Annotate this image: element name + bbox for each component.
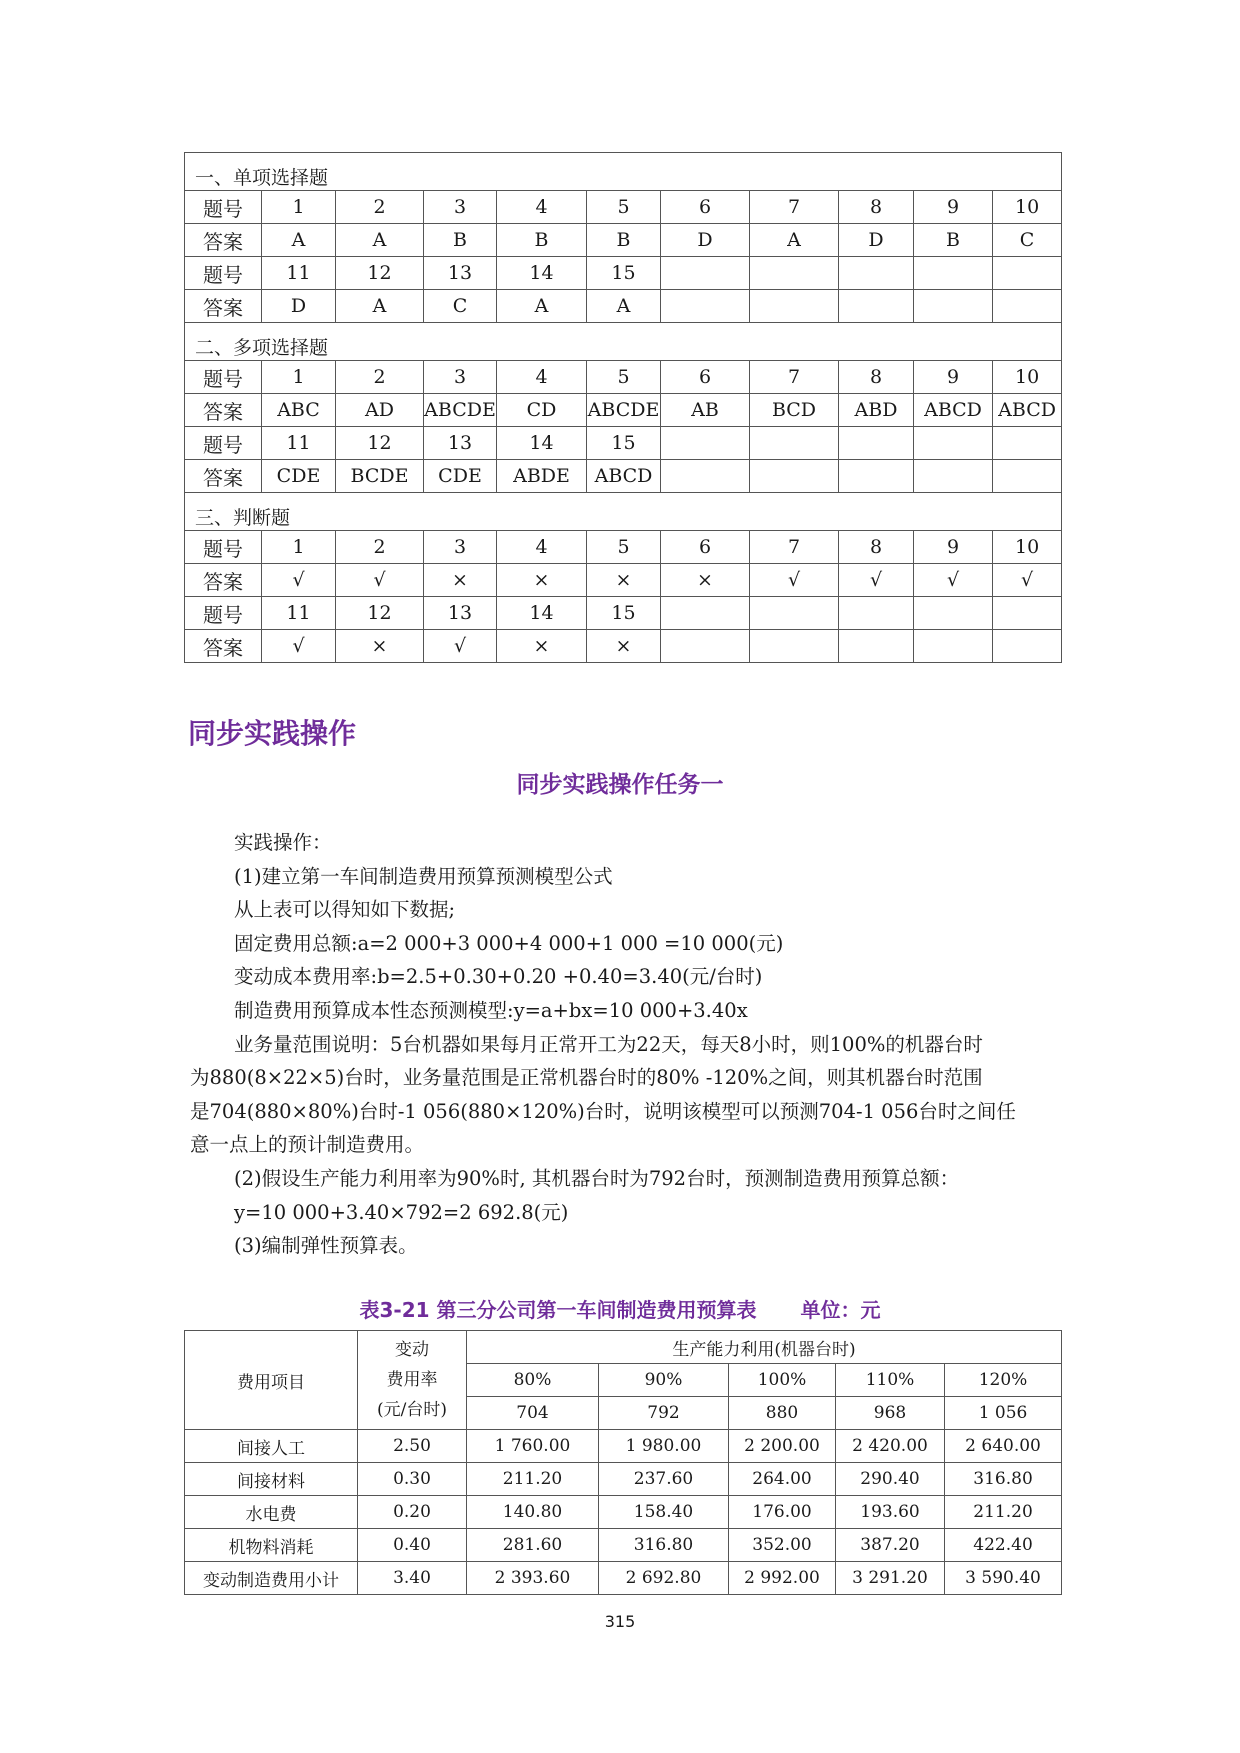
answer-cell: BCDE xyxy=(336,460,424,493)
value-cell: 387.20 xyxy=(836,1529,945,1562)
section-heading: 同步实践操作 xyxy=(188,717,357,750)
question-number: 3 xyxy=(424,191,497,224)
rate-cell: 0.30 xyxy=(358,1463,467,1496)
answer-cell: ABDE xyxy=(497,460,587,493)
row-label: 题号 xyxy=(185,361,262,394)
table-caption xyxy=(0,1294,1240,1323)
question-number: 1 xyxy=(262,191,336,224)
question-number: 6 xyxy=(661,531,750,564)
number-row xyxy=(185,361,1062,394)
answer-cell: A xyxy=(262,224,336,257)
question-number: 13 xyxy=(424,597,497,630)
answer-cell: B xyxy=(497,224,587,257)
row-label: 题号 xyxy=(185,427,262,460)
practice-text xyxy=(190,826,1070,1263)
answer-cell: √ xyxy=(262,630,336,663)
row-label: 答案 xyxy=(185,394,262,427)
table-row xyxy=(185,1496,1062,1529)
question-number: 7 xyxy=(750,531,839,564)
section-title: 二、多项选择题 xyxy=(185,323,1062,361)
text-line: y=10 000+3.40×792=2 692.8(元) xyxy=(234,1200,569,1224)
row-label: 答案 xyxy=(185,224,262,257)
answer-cell: A xyxy=(587,290,661,323)
text-line: 从上表可以得知如下数据; xyxy=(234,898,456,922)
header-item: 费用项目 xyxy=(185,1331,358,1430)
answer-cell xyxy=(914,630,993,663)
percent-cell: 110% xyxy=(836,1364,945,1397)
question-number xyxy=(661,257,750,290)
question-number: 13 xyxy=(424,257,497,290)
text-line: 实践操作： xyxy=(234,831,332,854)
question-number xyxy=(839,257,914,290)
hours-cell: 704 xyxy=(467,1397,599,1430)
value-cell: 158.40 xyxy=(599,1496,729,1529)
question-number xyxy=(839,427,914,460)
rate-cell: 3.40 xyxy=(358,1562,467,1595)
question-number xyxy=(839,597,914,630)
text-line: 意一点上的预计制造费用。 xyxy=(190,1133,425,1157)
question-number: 15 xyxy=(587,427,661,460)
hours-cell: 1 056 xyxy=(945,1397,1062,1430)
hours-cell: 968 xyxy=(836,1397,945,1430)
task-heading: 同步实践操作任务一 xyxy=(516,772,724,798)
table-row xyxy=(185,1562,1062,1595)
answer-cell: A xyxy=(336,290,424,323)
value-cell: 352.00 xyxy=(729,1529,836,1562)
expense-item: 间接材料 xyxy=(185,1463,358,1496)
table-row xyxy=(185,1430,1062,1463)
value-cell: 3 291.20 xyxy=(836,1562,945,1595)
question-number: 6 xyxy=(661,361,750,394)
question-number xyxy=(993,427,1062,460)
answer-cell: × xyxy=(497,564,587,597)
question-number: 7 xyxy=(750,361,839,394)
number-row xyxy=(185,427,1062,460)
header-row xyxy=(185,1331,1062,1364)
question-number xyxy=(993,257,1062,290)
answer-cell: D xyxy=(839,224,914,257)
answer-cell: BCD xyxy=(750,394,839,427)
question-number: 12 xyxy=(336,597,424,630)
answer-cell: CDE xyxy=(424,460,497,493)
answer-cell: D xyxy=(661,224,750,257)
answer-cell: √ xyxy=(262,564,336,597)
row-label: 答案 xyxy=(185,630,262,663)
answer-cell: D xyxy=(262,290,336,323)
page-number: 315 xyxy=(604,1612,636,1631)
answer-cell: A xyxy=(497,290,587,323)
section-title: 三、判断题 xyxy=(185,493,1062,531)
percent-cell: 80% xyxy=(467,1364,599,1397)
text-line: 制造费用预算成本性态预测模型:y=a+bx=10 000+3.40x xyxy=(234,998,748,1022)
value-cell: 281.60 xyxy=(467,1529,599,1562)
header-rate-line: 变动 xyxy=(395,1340,429,1360)
answer-cell: √ xyxy=(839,564,914,597)
expense-item: 机物料消耗 xyxy=(185,1529,358,1562)
table-unit: 单位：元 xyxy=(800,1298,881,1322)
question-number: 12 xyxy=(336,427,424,460)
percent-cell: 120% xyxy=(945,1364,1062,1397)
header-rate-line: 费用率 xyxy=(386,1370,438,1390)
question-number: 3 xyxy=(424,361,497,394)
value-cell: 316.80 xyxy=(945,1463,1062,1496)
answer-key-table xyxy=(184,152,1062,663)
answer-cell: √ xyxy=(750,564,839,597)
question-number: 5 xyxy=(587,531,661,564)
header-rate-line: (元/台时) xyxy=(377,1400,447,1420)
value-cell: 2 640.00 xyxy=(945,1430,1062,1463)
section-row xyxy=(185,493,1062,531)
question-number: 10 xyxy=(993,361,1062,394)
question-number: 4 xyxy=(497,191,587,224)
question-number: 10 xyxy=(993,531,1062,564)
question-number: 4 xyxy=(497,531,587,564)
question-number: 11 xyxy=(262,597,336,630)
value-cell: 264.00 xyxy=(729,1463,836,1496)
value-cell: 1 760.00 xyxy=(467,1430,599,1463)
answer-cell: × xyxy=(497,630,587,663)
expense-item: 水电费 xyxy=(185,1496,358,1529)
answer-cell: A xyxy=(750,224,839,257)
answer-cell: √ xyxy=(336,564,424,597)
question-number: 10 xyxy=(993,191,1062,224)
answer-cell: × xyxy=(424,564,497,597)
answer-cell: ABCD xyxy=(993,394,1062,427)
answer-cell: ABCD xyxy=(914,394,993,427)
question-number xyxy=(661,597,750,630)
question-number: 13 xyxy=(424,427,497,460)
table-title: 表3-21 第三分公司第一车间制造费用预算表 xyxy=(359,1298,757,1322)
question-number xyxy=(750,257,839,290)
text-line: 固定费用总额:a=2 000+3 000+4 000+1 000 =10 000(元) xyxy=(234,931,784,955)
answer-cell xyxy=(750,290,839,323)
answer-row xyxy=(185,290,1062,323)
value-cell: 3 590.40 xyxy=(945,1562,1062,1595)
question-number: 12 xyxy=(336,257,424,290)
question-number: 9 xyxy=(914,531,993,564)
text-line: 是704(880×80%)台时-1 056(880×120%)台时，说明该模型可以预测704-1 056台时之间任 xyxy=(190,1099,1016,1123)
question-number xyxy=(993,597,1062,630)
answer-row xyxy=(185,630,1062,663)
answer-cell: CD xyxy=(497,394,587,427)
question-number: 8 xyxy=(839,191,914,224)
question-number: 8 xyxy=(839,531,914,564)
number-row xyxy=(185,531,1062,564)
value-cell: 422.40 xyxy=(945,1529,1062,1562)
question-number: 15 xyxy=(587,597,661,630)
budget-table xyxy=(184,1330,1062,1595)
answer-cell xyxy=(661,460,750,493)
answer-cell xyxy=(839,630,914,663)
number-row xyxy=(185,257,1062,290)
answer-cell xyxy=(661,290,750,323)
section-title: 一、单项选择题 xyxy=(185,153,1062,191)
answer-cell xyxy=(839,460,914,493)
question-number: 8 xyxy=(839,361,914,394)
answer-cell: √ xyxy=(914,564,993,597)
answer-row xyxy=(185,460,1062,493)
question-number xyxy=(914,257,993,290)
answer-cell: √ xyxy=(993,564,1062,597)
answer-cell xyxy=(993,290,1062,323)
question-number: 5 xyxy=(587,191,661,224)
row-label: 题号 xyxy=(185,191,262,224)
question-number: 4 xyxy=(497,361,587,394)
value-cell: 140.80 xyxy=(467,1496,599,1529)
number-row xyxy=(185,597,1062,630)
text-line: (1)建立第一车间制造费用预算预测模型公式 xyxy=(234,864,613,888)
value-cell: 193.60 xyxy=(836,1496,945,1529)
hours-cell: 792 xyxy=(599,1397,729,1430)
answer-row xyxy=(185,394,1062,427)
section-row xyxy=(185,323,1062,361)
row-label: 题号 xyxy=(185,531,262,564)
value-cell: 2 992.00 xyxy=(729,1562,836,1595)
header-capacity: 生产能力利用(机器台时) xyxy=(467,1331,1062,1364)
answer-cell: × xyxy=(587,564,661,597)
header-rate xyxy=(358,1331,467,1430)
value-cell: 316.80 xyxy=(599,1529,729,1562)
percent-cell: 100% xyxy=(729,1364,836,1397)
answer-cell xyxy=(750,460,839,493)
answer-cell xyxy=(914,460,993,493)
answer-cell xyxy=(839,290,914,323)
question-number xyxy=(750,427,839,460)
answer-cell xyxy=(993,460,1062,493)
value-cell: 2 200.00 xyxy=(729,1430,836,1463)
answer-cell: ABCD xyxy=(587,460,661,493)
question-number: 11 xyxy=(262,427,336,460)
question-number xyxy=(750,597,839,630)
text-line: (3)编制弹性预算表。 xyxy=(234,1234,418,1258)
question-number: 1 xyxy=(262,531,336,564)
question-number: 14 xyxy=(497,597,587,630)
answer-cell: B xyxy=(914,224,993,257)
rate-cell: 2.50 xyxy=(358,1430,467,1463)
answer-cell xyxy=(914,290,993,323)
value-cell: 290.40 xyxy=(836,1463,945,1496)
value-cell: 211.20 xyxy=(467,1463,599,1496)
answer-cell: B xyxy=(424,224,497,257)
answer-cell: A xyxy=(336,224,424,257)
expense-item: 变动制造费用小计 xyxy=(185,1562,358,1595)
value-cell: 2 393.60 xyxy=(467,1562,599,1595)
question-number xyxy=(914,597,993,630)
number-row xyxy=(185,191,1062,224)
question-number: 1 xyxy=(262,361,336,394)
question-number: 11 xyxy=(262,257,336,290)
row-label: 答案 xyxy=(185,564,262,597)
question-number: 14 xyxy=(497,257,587,290)
table-row xyxy=(185,1463,1062,1496)
answer-cell: ABC xyxy=(262,394,336,427)
answer-cell: × xyxy=(336,630,424,663)
answer-cell: AD xyxy=(336,394,424,427)
value-cell: 2 692.80 xyxy=(599,1562,729,1595)
answer-cell: B xyxy=(587,224,661,257)
question-number: 2 xyxy=(336,361,424,394)
question-number: 9 xyxy=(914,191,993,224)
value-cell: 1 980.00 xyxy=(599,1430,729,1463)
question-number: 9 xyxy=(914,361,993,394)
row-label: 题号 xyxy=(185,257,262,290)
value-cell: 237.60 xyxy=(599,1463,729,1496)
answer-cell: ABCDE xyxy=(587,394,661,427)
question-number: 2 xyxy=(336,531,424,564)
answer-cell: C xyxy=(424,290,497,323)
rate-cell: 0.40 xyxy=(358,1529,467,1562)
answer-cell: AB xyxy=(661,394,750,427)
answer-cell: CDE xyxy=(262,460,336,493)
rate-cell: 0.20 xyxy=(358,1496,467,1529)
answer-cell: × xyxy=(587,630,661,663)
answer-cell xyxy=(661,630,750,663)
text-line: 业务量范围说明：5台机器如果每月正常开工为22天，每天8小时，则100%的机器台时 xyxy=(234,1032,983,1056)
answer-row xyxy=(185,564,1062,597)
value-cell: 211.20 xyxy=(945,1496,1062,1529)
value-cell: 2 420.00 xyxy=(836,1430,945,1463)
question-number: 2 xyxy=(336,191,424,224)
answer-cell: × xyxy=(661,564,750,597)
question-number: 15 xyxy=(587,257,661,290)
percent-cell: 90% xyxy=(599,1364,729,1397)
answer-row xyxy=(185,224,1062,257)
hours-cell: 880 xyxy=(729,1397,836,1430)
answer-cell xyxy=(750,630,839,663)
answer-cell: ABD xyxy=(839,394,914,427)
text-line: 变动成本费用率:b=2.5+0.30+0.20 +0.40=3.40(元/台时) xyxy=(234,965,763,989)
answer-cell: ABCDE xyxy=(424,394,497,427)
section-row xyxy=(185,153,1062,191)
table-row xyxy=(185,1529,1062,1562)
text-line: 为880(8×22×5)台时，业务量范围是正常机器台时的80% -120%之间，则其机器台时范围 xyxy=(190,1066,983,1090)
question-number: 7 xyxy=(750,191,839,224)
question-number xyxy=(661,427,750,460)
row-label: 答案 xyxy=(185,460,262,493)
row-label: 答案 xyxy=(185,290,262,323)
question-number: 5 xyxy=(587,361,661,394)
answer-cell xyxy=(993,630,1062,663)
question-number: 6 xyxy=(661,191,750,224)
question-number: 14 xyxy=(497,427,587,460)
text-line: (2)假设生产能力利用率为90%时, 其机器台时为792台时，预测制造费用预算总额： xyxy=(234,1166,960,1190)
value-cell: 176.00 xyxy=(729,1496,836,1529)
answer-cell: √ xyxy=(424,630,497,663)
question-number xyxy=(914,427,993,460)
answer-cell: C xyxy=(993,224,1062,257)
expense-item: 间接人工 xyxy=(185,1430,358,1463)
question-number: 3 xyxy=(424,531,497,564)
row-label: 题号 xyxy=(185,597,262,630)
